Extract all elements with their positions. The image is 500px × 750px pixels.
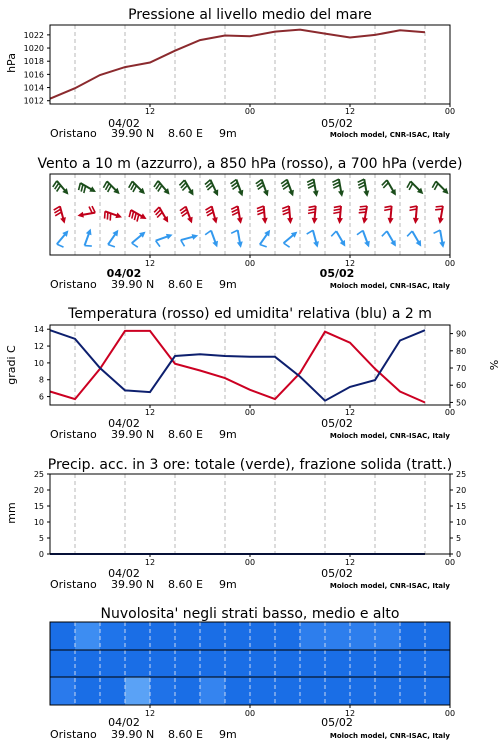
cloud-cell (275, 622, 301, 650)
wind-barb (435, 206, 444, 224)
cloud-cell (325, 622, 351, 650)
location-lon: 8.60 E (168, 278, 203, 291)
x-tick-label: 00 (444, 709, 456, 718)
location-lat: 39.90 N (111, 278, 155, 291)
wind-barb-head (338, 190, 344, 196)
wind-barb-feather (81, 185, 83, 192)
wind-barb-head (438, 217, 444, 223)
wind-title: Vento a 10 m (azzurro), a 850 hPa (rosso), a 700 hPa (verde) (37, 156, 463, 172)
wind-barb-feather (332, 179, 339, 182)
wind-barb-feather (92, 206, 95, 213)
cloud-cell (425, 677, 451, 705)
cloud-cell (350, 622, 376, 650)
wind-barb-feather (359, 185, 366, 188)
wind-barb-feather (435, 209, 442, 210)
wind-barb (105, 211, 122, 220)
wind-barb-feather (57, 244, 64, 247)
cloud-cell (150, 677, 176, 705)
wind-barb-head (212, 217, 218, 224)
temperature-panel (5, 306, 500, 441)
wind-barbs (53, 179, 449, 248)
wind-barb-feather (407, 231, 412, 236)
date-label-2: 05/02 (321, 567, 353, 580)
wind-barb-feather (358, 179, 365, 182)
wind-barb-feather (89, 207, 92, 214)
wind-barb-head (262, 218, 268, 224)
location-lat: 39.90 N (111, 127, 155, 140)
wind-barb-feather (181, 240, 185, 246)
cloud-panel (50, 606, 455, 741)
wind-barb-feather (307, 230, 313, 234)
wind-barb-head (60, 217, 66, 224)
wind-barb-feather (134, 213, 136, 220)
cloud-cell (225, 622, 251, 650)
y-tick-label: 1018 (23, 57, 44, 67)
wind-barb-feather (257, 206, 264, 209)
wind-barb (129, 210, 146, 222)
precipitation-yticks (34, 470, 50, 559)
wind-barb (205, 230, 218, 247)
wind-barb (108, 230, 118, 247)
wind-barb (407, 181, 423, 194)
wind-barb-feather (360, 206, 367, 207)
wind-barb (333, 206, 343, 224)
wind-barb (257, 206, 268, 224)
precipitation-footer (50, 567, 450, 591)
wind-barb-feather (284, 243, 290, 247)
wind-barb (407, 231, 421, 247)
wind-barb (308, 206, 318, 224)
cloud-cell (375, 650, 401, 677)
wind-barb (205, 206, 217, 223)
wind-barb-head (77, 212, 83, 218)
wind-barb (359, 206, 368, 224)
humidity-yticks (450, 330, 466, 408)
x-tick-label: 00 (444, 259, 456, 268)
cloud-cell (100, 622, 126, 650)
cloud-cell (125, 622, 151, 650)
wind-barb (54, 206, 66, 223)
wind-barb-head (192, 234, 199, 240)
cloud-cell (350, 650, 376, 677)
cloud-cell (225, 650, 251, 677)
y-tick-label: 8 (38, 375, 44, 385)
y-tick-label: 10 (456, 518, 467, 527)
date-label-2: 05/02 (321, 417, 353, 430)
wind-panel (37, 156, 462, 291)
pressure-footer (50, 117, 450, 140)
precipitation-title: Precip. acc. in 3 ore: totale (verde), frazione solida (tratt.) (47, 457, 453, 473)
location-elev: 9m (219, 428, 237, 441)
date-label-2: 05/02 (321, 117, 353, 130)
cloud-cell (175, 677, 201, 705)
wind-barb (156, 234, 173, 247)
cloud-cell (375, 622, 401, 650)
wind-barb (57, 230, 69, 247)
wind-barb (231, 230, 243, 248)
location-name: Oristano (50, 728, 97, 741)
cloud-title: Nuvolosita' negli strati basso, medio e alto (100, 606, 400, 622)
cloud-cell (250, 622, 276, 650)
y-tick-label: 90 (456, 329, 467, 339)
date-label-1: 04/02 (108, 117, 140, 130)
wind-barb (358, 179, 370, 197)
cloud-cell (300, 622, 326, 650)
precipitation-xticks (145, 554, 455, 567)
cloud-cell (325, 650, 351, 677)
y-tick-label: 50 (456, 398, 467, 408)
location-lon: 8.60 E (168, 578, 203, 591)
x-tick-label: 00 (244, 709, 256, 718)
cloud-cell (225, 677, 251, 705)
wind-barb-feather (434, 230, 441, 233)
cloud-cell (75, 677, 101, 705)
wind-barb-feather (308, 182, 315, 185)
wind-barb (432, 181, 448, 194)
temperature-footer (50, 417, 450, 441)
cloud-cell (275, 650, 301, 677)
x-tick-label: 00 (244, 107, 256, 116)
temperature-xticks (145, 405, 455, 417)
cloud-cell (100, 677, 126, 705)
wind-barb-feather (283, 212, 290, 215)
location-elev: 9m (219, 278, 237, 291)
wind-barb (231, 206, 243, 224)
wind-xticks (145, 255, 455, 268)
y-tick-label: 10 (33, 358, 44, 368)
temperature-ylabel: gradi C (5, 345, 18, 385)
wind-barb-feather (333, 182, 340, 185)
cloud-cell (125, 650, 151, 677)
wind-barb-feather (156, 241, 160, 247)
temperature-title: Temperatura (rosso) ed umidita' relativa (blu) a 2 m (68, 306, 432, 322)
wind-barb (85, 229, 92, 246)
cloud-xticks (145, 705, 455, 718)
x-tick-label: 00 (244, 259, 256, 268)
x-tick-label: 00 (244, 558, 256, 567)
date-label-1: 04/02 (108, 716, 140, 729)
x-tick-label: 12 (144, 107, 156, 116)
cloud-cell (350, 677, 376, 705)
temperature-series (50, 330, 425, 403)
x-tick-label: 12 (344, 408, 356, 417)
wind-barb-head (337, 218, 343, 224)
wind-barb-head (439, 241, 445, 247)
cloud-footer (50, 716, 450, 741)
x-tick-label: 12 (344, 558, 356, 567)
wind-barb-feather (129, 210, 131, 217)
wind-barb (129, 181, 145, 194)
model-credit: Moloch model, CNR-ISAC, Italy (329, 582, 450, 590)
cloud-cell (50, 622, 76, 650)
wind-barb (282, 206, 293, 224)
wind-barb-feather (358, 182, 365, 185)
cloud-cell (200, 622, 226, 650)
wind-barb-feather (84, 186, 86, 193)
wind-barb-feather (137, 215, 139, 222)
wind-barb (284, 232, 298, 248)
wind-barb (409, 206, 418, 224)
wind-barb (179, 180, 193, 196)
x-tick-label: 00 (444, 558, 456, 567)
cloud-cell (50, 677, 76, 705)
wind-barb-head (388, 218, 394, 224)
model-credit: Moloch model, CNR-ISAC, Italy (329, 432, 450, 440)
precipitation-panel (5, 457, 466, 591)
wind-barb-feather (108, 245, 115, 247)
wind-barb (205, 180, 218, 196)
y-tick-label: 20 (33, 486, 44, 495)
location-name: Oristano (50, 127, 97, 140)
model-credit: Moloch model, CNR-ISAC, Italy (329, 732, 450, 740)
wind-barb (281, 179, 294, 196)
location-lat: 39.90 N (111, 728, 155, 741)
wind-barb-head (313, 190, 319, 196)
wind-barb-feather (232, 212, 239, 215)
cloud-cell (75, 650, 101, 677)
cloud-cell (50, 650, 76, 677)
wind-barb (181, 234, 198, 246)
wind-barb-feather (282, 206, 289, 209)
y-tick-label: 12 (33, 342, 44, 352)
cloud-cell (300, 677, 326, 705)
wind-barb-feather (231, 230, 238, 233)
wind-barb-feather (257, 209, 264, 212)
location-lat: 39.90 N (111, 428, 155, 441)
cloud-cell (125, 677, 151, 705)
y-tick-label: 14 (33, 325, 44, 335)
y-tick-label: 20 (456, 486, 467, 495)
precipitation-gridlines (75, 474, 425, 554)
x-tick-label: 12 (144, 259, 156, 268)
location-lat: 39.90 N (111, 578, 155, 591)
x-tick-label: 12 (144, 558, 156, 567)
cloud-cell (250, 650, 276, 677)
cloud-cell (200, 650, 226, 677)
y-tick-label: 25 (456, 470, 467, 479)
date-label-1: 04/02 (108, 567, 140, 580)
wind-barb (154, 207, 168, 223)
cloud-cell (200, 677, 226, 705)
wind-barb-feather (231, 206, 238, 209)
x-tick-label: 12 (344, 107, 356, 116)
wind-barb (307, 179, 319, 197)
cloud-cell (325, 677, 351, 705)
precipitation-yticks-right (450, 470, 466, 559)
cloud-cell (400, 622, 426, 650)
wind-barb-head (413, 218, 419, 224)
wind-barb (103, 181, 119, 194)
wind-barb (332, 179, 344, 197)
wind-barb-feather (257, 212, 264, 215)
y-tick-label: 25 (33, 470, 44, 479)
wind-barb-feather (260, 245, 267, 247)
wind-barb (331, 231, 345, 247)
pressure-line (50, 30, 425, 99)
wind-barb-head (313, 241, 319, 248)
wind-barb (79, 183, 96, 193)
wind-barb (77, 206, 95, 218)
wind-barb-feather (110, 213, 111, 220)
wind-barb (230, 179, 243, 196)
pressure-title: Pressione al livello medio del mare (128, 7, 372, 23)
location-elev: 9m (219, 728, 237, 741)
wind-barb (382, 180, 396, 196)
pressure-panel (5, 7, 455, 140)
cloud-cell (400, 677, 426, 705)
cloud-cell (75, 622, 101, 650)
temperature-yticks (34, 325, 50, 401)
wind-barb (434, 230, 446, 248)
y-tick-label: 0 (456, 550, 462, 559)
pressure-xticks (145, 104, 455, 116)
wind-barb-feather (232, 209, 239, 212)
wind-barb-feather (333, 185, 340, 188)
wind-barb-feather (105, 211, 106, 218)
x-tick-label: 12 (344, 259, 356, 268)
wind-barb-feather (282, 209, 289, 212)
cloud-cell (150, 622, 176, 650)
wind-barb-feather (382, 231, 387, 236)
date-label-1: 04/02 (106, 267, 142, 280)
wind-barb-feather (359, 212, 366, 213)
cloud-cell (250, 677, 276, 705)
cloud-cell (100, 650, 126, 677)
wind-barb-head (363, 190, 369, 196)
wind-barb (260, 230, 270, 247)
cloud-cell (175, 622, 201, 650)
temperature-line (50, 331, 425, 403)
model-credit: Moloch model, CNR-ISAC, Italy (329, 282, 450, 290)
x-tick-label: 12 (144, 709, 156, 718)
x-tick-label: 00 (244, 408, 256, 417)
cloud-cell (400, 650, 426, 677)
x-tick-label: 00 (444, 408, 456, 417)
location-name: Oristano (50, 578, 97, 591)
location-name: Oristano (50, 278, 97, 291)
wind-barb-head (362, 217, 368, 223)
wind-barb (132, 232, 146, 248)
pressure-ylabel: hPa (5, 53, 18, 73)
location-lon: 8.60 E (168, 728, 203, 741)
date-label-1: 04/02 (108, 417, 140, 430)
humidity-line (50, 330, 425, 401)
x-tick-label: 12 (144, 408, 156, 417)
wind-barb (307, 230, 319, 247)
date-label-2: 05/02 (319, 267, 355, 280)
y-tick-label: 80 (456, 346, 467, 356)
wind-footer (50, 267, 450, 291)
wind-barb (256, 179, 269, 196)
wind-barb-head (312, 218, 318, 224)
cloud-cell (175, 650, 201, 677)
wind-barb-feather (79, 183, 81, 190)
y-tick-label: 1014 (23, 83, 44, 93)
y-tick-label: 5 (38, 534, 44, 543)
cloud-cell (150, 650, 176, 677)
y-tick-label: 15 (456, 502, 467, 511)
cloud-cell (425, 622, 451, 650)
wind-barb (382, 231, 396, 247)
wind-barb-feather (359, 209, 366, 210)
wind-barb (154, 181, 170, 195)
y-tick-label: 1016 (23, 70, 44, 80)
y-tick-label: 1012 (23, 96, 44, 106)
wind-barb-feather (308, 185, 315, 188)
wind-barb-feather (357, 230, 363, 234)
y-tick-label: 60 (456, 381, 467, 391)
pressure-series (50, 30, 425, 99)
location-elev: 9m (219, 578, 237, 591)
location-elev: 9m (219, 127, 237, 140)
model-credit: Moloch model, CNR-ISAC, Italy (329, 131, 450, 139)
y-tick-label: 5 (456, 534, 462, 543)
y-tick-label: 0 (38, 550, 44, 559)
y-tick-label: 1022 (23, 30, 44, 40)
precipitation-ylabel: mm (5, 502, 18, 524)
x-tick-label: 12 (344, 709, 356, 718)
y-tick-label: 6 (38, 392, 44, 402)
humidity-ylabel: % (487, 359, 500, 371)
y-tick-label: 70 (456, 364, 467, 374)
wind-barb-feather (436, 206, 443, 207)
wind-barb (384, 206, 393, 224)
wind-barb-feather (85, 246, 92, 247)
wind-barb (357, 230, 370, 247)
y-tick-label: 1020 (23, 44, 44, 54)
wind-barb-feather (205, 230, 211, 234)
wind-barb-feather (132, 243, 138, 247)
wind-gridlines (75, 174, 425, 255)
location-lon: 8.60 E (168, 127, 203, 140)
y-tick-label: 15 (33, 502, 44, 511)
x-tick-label: 00 (444, 107, 456, 116)
wind-barb-feather (107, 212, 108, 219)
wind-barb-feather (132, 212, 134, 219)
date-label-2: 05/02 (321, 716, 353, 729)
wind-barb-head (237, 217, 243, 223)
wind-barb (53, 181, 69, 195)
wind-barb (180, 206, 193, 223)
y-tick-label: 10 (33, 518, 44, 527)
cloud-cell (275, 677, 301, 705)
pressure-yticks (24, 31, 50, 106)
cloud-cell (425, 650, 451, 677)
cloud-cell (300, 650, 326, 677)
wind-barb-feather (331, 231, 336, 236)
wind-barb-head (237, 241, 243, 247)
location-name: Oristano (50, 428, 97, 441)
wind-barb-feather (307, 179, 314, 182)
cloud-cell (375, 677, 401, 705)
precipitation-frame (50, 474, 450, 554)
location-lon: 8.60 E (168, 428, 203, 441)
temperature-frame (50, 325, 450, 405)
wind-barb-head (287, 218, 293, 224)
